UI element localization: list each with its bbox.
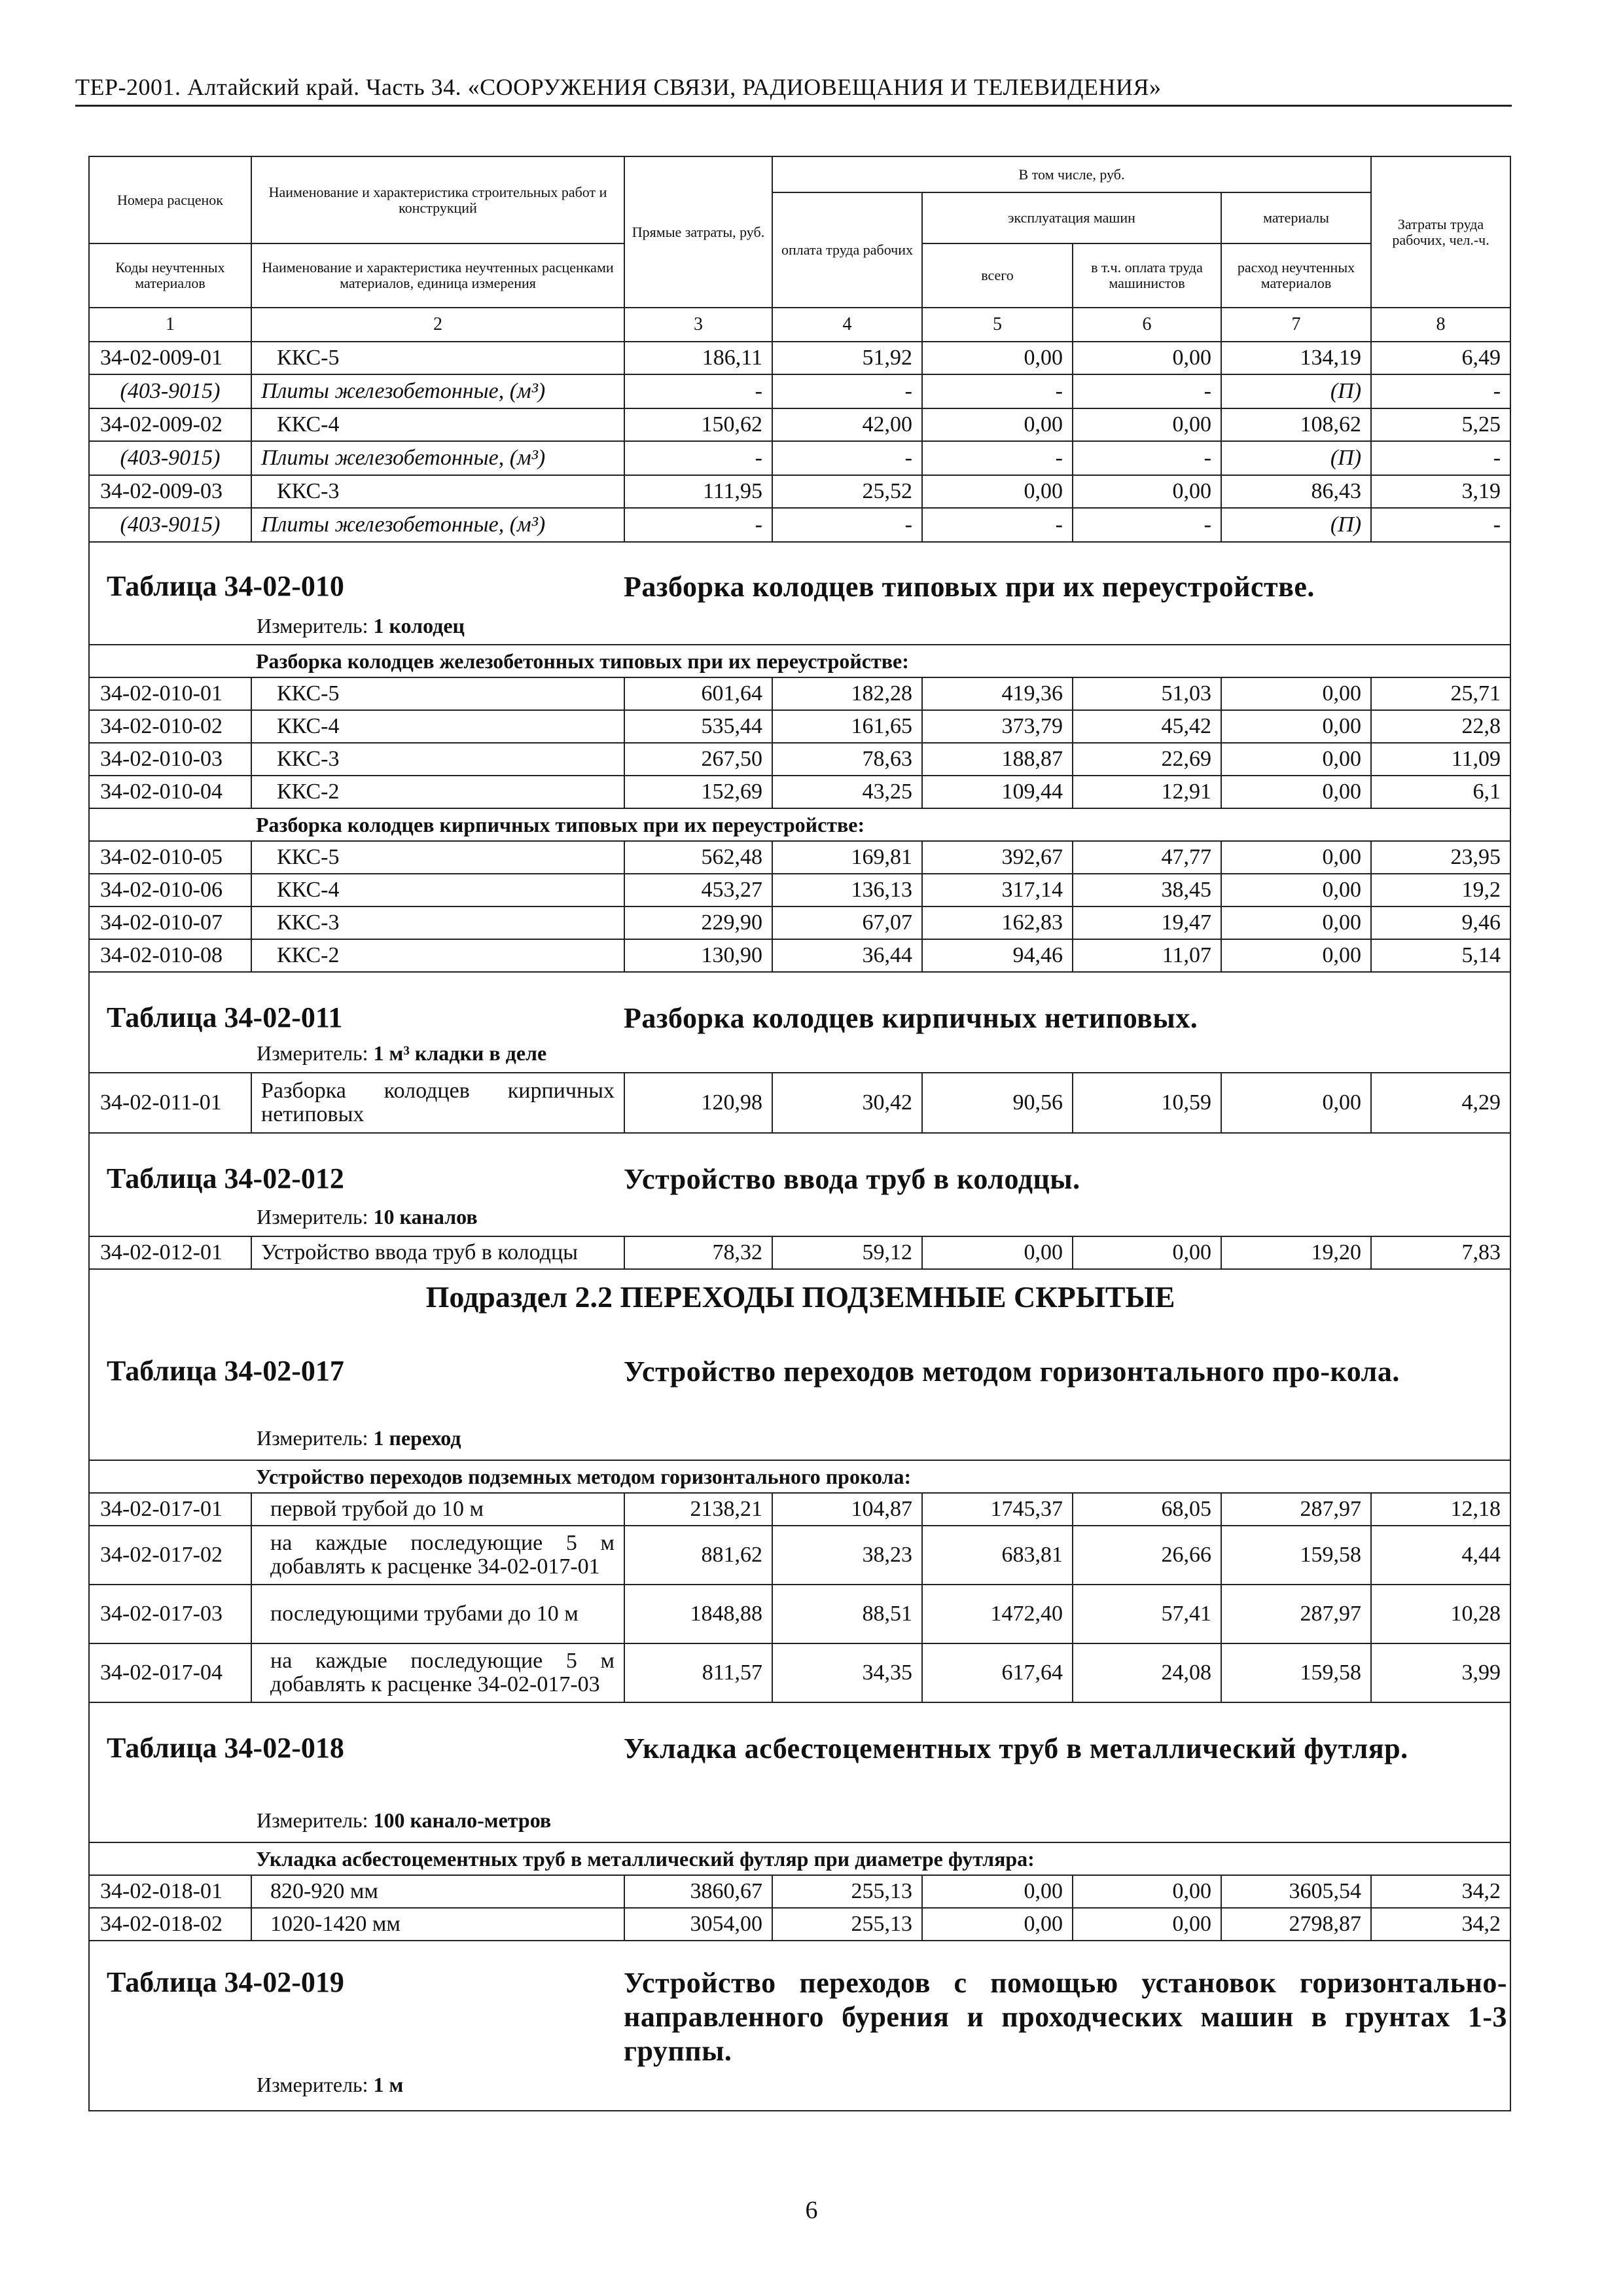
value-cell: 2138,21 (624, 1493, 772, 1526)
value-cell: 162,83 (922, 906, 1073, 939)
value-cell: 5,14 (1371, 939, 1510, 972)
rate-name: 820-920 мм (251, 1875, 624, 1908)
value-cell: 12,18 (1371, 1493, 1510, 1526)
value-cell: - (624, 441, 772, 475)
rate-code: 34-02-010-02 (89, 710, 251, 743)
table-row (89, 475, 1510, 508)
value-cell: 134,19 (1221, 342, 1371, 374)
value-cell: 2798,87 (1221, 1908, 1371, 1941)
measure-value: 100 канало-метров (373, 1808, 552, 1832)
rate-code: 34-02-009-01 (89, 342, 251, 374)
column-number: 5 (922, 308, 1073, 342)
measure-value: 1 переход (373, 1426, 461, 1450)
value-cell: 0,00 (922, 475, 1073, 508)
value-cell: 0,00 (922, 342, 1073, 374)
value-cell: 10,28 (1371, 1585, 1510, 1643)
col1-bottom-header: Коды неучтенных материалов (89, 243, 251, 308)
table-row (89, 1526, 1510, 1585)
value-cell: 109,44 (922, 776, 1073, 808)
value-cell: 0,00 (1221, 710, 1371, 743)
value-cell: - (1371, 441, 1510, 475)
table-label: Таблица 34-02-017 (107, 1355, 344, 1387)
value-cell: 43,25 (772, 776, 922, 808)
value-cell: - (922, 508, 1073, 542)
measure-prefix: Измеритель: (257, 2073, 374, 2096)
table-section-cell (89, 1269, 1510, 1460)
value-cell: 22,8 (1371, 710, 1510, 743)
table-title: Разборка колодцев типовых при их переустройстве. (624, 571, 1315, 603)
material-name: Плиты железобетонные, (м³) (251, 508, 624, 542)
table-row (89, 1875, 1510, 1908)
value-cell: 90,56 (922, 1073, 1073, 1133)
value-cell: 562,48 (624, 841, 772, 874)
value-cell: 59,12 (772, 1236, 922, 1269)
value-cell: - (922, 441, 1073, 475)
rates-table (88, 156, 1511, 2111)
group-heading: Разборка колодцев железобетонных типовых при их переустройстве: (89, 645, 1510, 677)
table-row (89, 906, 1510, 939)
table-section-t010 (89, 542, 1510, 645)
value-cell: 120,98 (624, 1073, 772, 1133)
table-row (89, 874, 1510, 906)
value-cell: 130,90 (624, 939, 772, 972)
value-cell: 169,81 (772, 841, 922, 874)
rate-name: ККС-3 (251, 906, 624, 939)
table-row (89, 1908, 1510, 1941)
value-cell: 38,45 (1073, 874, 1221, 906)
value-cell: 0,00 (1073, 1875, 1221, 1908)
value-cell: - (772, 441, 922, 475)
measure-prefix: Измеритель: (257, 1041, 374, 1065)
group-heading: Укладка асбестоцементных труб в металлический футляр при диаметре футляра: (89, 1842, 1510, 1875)
table-title: Устройство ввода труб в колодцы. (624, 1163, 1080, 1195)
rate-name: ККС-2 (251, 776, 624, 808)
value-cell: 0,00 (922, 1908, 1073, 1941)
col1-top-header: Номера расценок (89, 156, 251, 243)
rate-code: 34-02-017-04 (89, 1643, 251, 1702)
value-cell: 108,62 (1221, 408, 1371, 441)
page-number: 6 (805, 2197, 818, 2224)
table-row (89, 1643, 1510, 1702)
value-cell: 0,00 (1221, 743, 1371, 776)
table-section-cell (89, 542, 1510, 645)
value-cell: 3605,54 (1221, 1875, 1371, 1908)
measure-value: 1 колодец (373, 614, 465, 637)
table-title: Устройство переходов с помощью установок горизонтально-направленного бурения и проходческих машин в грунтах 1-3 группы. (624, 1967, 1507, 2067)
rate-name: ККС-4 (251, 408, 624, 441)
value-cell: 88,51 (772, 1585, 922, 1643)
value-cell: 159,58 (1221, 1643, 1371, 1702)
value-cell: 42,00 (772, 408, 922, 441)
table-label: Таблица 34-02-010 (107, 570, 344, 602)
table-label: Таблица 34-02-018 (107, 1732, 344, 1764)
measure-unit (257, 613, 465, 638)
value-cell: 0,00 (1221, 939, 1371, 972)
value-cell: 1848,88 (624, 1585, 772, 1643)
value-cell: 392,67 (922, 841, 1073, 874)
table-label: Таблица 34-02-012 (107, 1162, 344, 1194)
table-row (89, 1585, 1510, 1643)
table-label: Таблица 34-02-019 (107, 1966, 344, 1998)
col8-header: Затраты труда рабочих, чел.-ч. (1371, 156, 1510, 308)
measure-unit (257, 1808, 551, 1833)
table-row (89, 939, 1510, 972)
table-row (89, 342, 1510, 374)
measure-unit (257, 1041, 546, 1066)
value-cell: 152,69 (624, 776, 772, 808)
value-cell: (П) (1221, 441, 1371, 475)
value-cell: 104,87 (772, 1493, 922, 1526)
rate-name: ККС-5 (251, 342, 624, 374)
value-cell: 159,58 (1221, 1526, 1371, 1585)
rate-code: 34-02-010-05 (89, 841, 251, 874)
column-number: 3 (624, 308, 772, 342)
value-cell: 67,07 (772, 906, 922, 939)
value-cell: (П) (1221, 508, 1371, 542)
value-cell: 25,71 (1371, 677, 1510, 710)
value-cell: 601,64 (624, 677, 772, 710)
table-row (89, 408, 1510, 441)
value-cell: 3,99 (1371, 1643, 1510, 1702)
rate-name: ККС-3 (251, 743, 624, 776)
table-row (89, 1236, 1510, 1269)
value-cell: 78,63 (772, 743, 922, 776)
col7-header: расход неучтенных материалов (1221, 243, 1371, 308)
group-materials-header: материалы (1221, 192, 1371, 243)
value-cell: 47,77 (1073, 841, 1221, 874)
value-cell: - (772, 374, 922, 408)
value-cell: 94,46 (922, 939, 1073, 972)
value-cell: 9,46 (1371, 906, 1510, 939)
measure-prefix: Измеритель: (257, 1426, 374, 1450)
table-section-t017 (89, 1269, 1510, 1460)
group-including-header: В том числе, руб. (772, 156, 1371, 192)
value-cell: 26,66 (1073, 1526, 1221, 1585)
material-code: (403-9015) (89, 441, 251, 475)
value-cell: 1472,40 (922, 1585, 1073, 1643)
table-title: Устройство переходов методом горизонтального про-кола. (624, 1355, 1400, 1388)
value-cell: 34,2 (1371, 1875, 1510, 1908)
rate-code: 34-02-010-04 (89, 776, 251, 808)
value-cell: 24,08 (1073, 1643, 1221, 1702)
value-cell: 0,00 (1073, 475, 1221, 508)
value-cell: 287,97 (1221, 1493, 1371, 1526)
rate-name: ККС-4 (251, 710, 624, 743)
value-cell: 683,81 (922, 1526, 1073, 1585)
value-cell: 811,57 (624, 1643, 772, 1702)
table-title: Разборка колодцев кирпичных нетиповых. (624, 1002, 1198, 1034)
col3-header: Прямые затраты, руб. (624, 156, 772, 308)
rate-name: ККС-5 (251, 841, 624, 874)
rate-name: Разборка колодцев кирпичных нетиповых (251, 1073, 624, 1133)
table-label: Таблица 34-02-011 (107, 1001, 343, 1033)
value-cell: 57,41 (1073, 1585, 1221, 1643)
value-cell: 0,00 (1221, 776, 1371, 808)
group-heading: Устройство переходов подземных методом горизонтального прокола: (89, 1460, 1510, 1493)
table-row (89, 841, 1510, 874)
value-cell: 0,00 (1221, 1073, 1371, 1133)
measure-prefix: Измеритель: (257, 1205, 374, 1229)
table-row (89, 1493, 1510, 1526)
group-heading-row (89, 1460, 1510, 1493)
table-section-t011 (89, 972, 1510, 1073)
measure-prefix: Измеритель: (257, 614, 374, 637)
table-row (89, 677, 1510, 710)
measure-unit (257, 2072, 403, 2097)
rate-code: 34-02-010-06 (89, 874, 251, 906)
group-heading-row (89, 645, 1510, 677)
measure-value: 1 м³ кладки в деле (373, 1041, 547, 1065)
value-cell: 373,79 (922, 710, 1073, 743)
value-cell: 12,91 (1073, 776, 1221, 808)
value-cell: 34,35 (772, 1643, 922, 1702)
rate-code: 34-02-018-02 (89, 1908, 251, 1941)
value-cell: 30,42 (772, 1073, 922, 1133)
rate-name: первой трубой до 10 м (251, 1493, 624, 1526)
col4-header: оплата труда рабочих (772, 192, 922, 308)
value-cell: 36,44 (772, 939, 922, 972)
value-cell: 19,20 (1221, 1236, 1371, 1269)
column-number: 1 (89, 308, 251, 342)
value-cell: 38,23 (772, 1526, 922, 1585)
value-cell: (П) (1221, 374, 1371, 408)
rate-code: 34-02-010-01 (89, 677, 251, 710)
value-cell: 317,14 (922, 874, 1073, 906)
value-cell: 0,00 (1073, 1908, 1221, 1941)
col5-header: всего (922, 243, 1073, 308)
value-cell: 453,27 (624, 874, 772, 906)
table-row (89, 776, 1510, 808)
value-cell: 6,1 (1371, 776, 1510, 808)
value-cell: 182,28 (772, 677, 922, 710)
rate-name: ККС-2 (251, 939, 624, 972)
measure-unit (257, 1204, 478, 1229)
table-section-t012 (89, 1133, 1510, 1236)
value-cell: 0,00 (1221, 906, 1371, 939)
value-cell: 267,50 (624, 743, 772, 776)
rate-code: 34-02-011-01 (89, 1073, 251, 1133)
table-section-cell (89, 1941, 1510, 2111)
table-section-cell (89, 972, 1510, 1073)
rate-code: 34-02-010-07 (89, 906, 251, 939)
measure-prefix: Измеритель: (257, 1808, 374, 1832)
value-cell: 3,19 (1371, 475, 1510, 508)
value-cell: - (922, 374, 1073, 408)
measure-value: 1 м (373, 2073, 404, 2096)
value-cell: - (1073, 374, 1221, 408)
rate-code: 34-02-017-02 (89, 1526, 251, 1585)
table-section-cell (89, 1133, 1510, 1236)
value-cell: 617,64 (922, 1643, 1073, 1702)
rate-code: 34-02-017-03 (89, 1585, 251, 1643)
rate-name: ККС-3 (251, 475, 624, 508)
value-cell: - (772, 508, 922, 542)
value-cell: 51,03 (1073, 677, 1221, 710)
value-cell: 287,97 (1221, 1585, 1371, 1643)
col2-bottom-header: Наименование и характеристика неучтенных расценками материалов, единица измерения (251, 243, 624, 308)
rate-name: ККС-5 (251, 677, 624, 710)
value-cell: 45,42 (1073, 710, 1221, 743)
value-cell: 23,95 (1371, 841, 1510, 874)
rate-name: Устройство ввода труб в колодцы (251, 1236, 624, 1269)
col6-header: в т.ч. оплата труда машинистов (1073, 243, 1221, 308)
rate-code: 34-02-009-02 (89, 408, 251, 441)
rate-name: на каждые последующие 5 м добавлять к расценке 34-02-017-01 (251, 1526, 624, 1585)
value-cell: 111,95 (624, 475, 772, 508)
table-row (89, 1073, 1510, 1133)
material-row (89, 508, 1510, 542)
value-cell: - (1073, 508, 1221, 542)
value-cell: 5,25 (1371, 408, 1510, 441)
group-heading-row (89, 1842, 1510, 1875)
column-number: 2 (251, 308, 624, 342)
value-cell: 0,00 (1073, 408, 1221, 441)
subsection-title: Подраздел 2.2 ПЕРЕХОДЫ ПОДЗЕМНЫЕ СКРЫТЫЕ (425, 1280, 1175, 1314)
value-cell: 255,13 (772, 1875, 922, 1908)
value-cell: 3860,67 (624, 1875, 772, 1908)
material-name: Плиты железобетонные, (м³) (251, 374, 624, 408)
material-row (89, 441, 1510, 475)
value-cell: 10,59 (1073, 1073, 1221, 1133)
value-cell: 0,00 (1221, 874, 1371, 906)
value-cell: 186,11 (624, 342, 772, 374)
value-cell: 136,13 (772, 874, 922, 906)
value-cell: 255,13 (772, 1908, 922, 1941)
table-row (89, 743, 1510, 776)
value-cell: 3054,00 (624, 1908, 772, 1941)
header-rule (75, 105, 1512, 107)
value-cell: - (1371, 508, 1510, 542)
material-row (89, 374, 1510, 408)
value-cell: - (1073, 441, 1221, 475)
value-cell: 0,00 (1221, 841, 1371, 874)
value-cell: 25,52 (772, 475, 922, 508)
value-cell: 4,44 (1371, 1526, 1510, 1585)
value-cell: 150,62 (624, 408, 772, 441)
column-number: 8 (1371, 308, 1510, 342)
value-cell: 0,00 (1221, 677, 1371, 710)
value-cell: 6,49 (1371, 342, 1510, 374)
measure-unit (257, 1426, 461, 1450)
table-section-t019 (89, 1941, 1510, 2111)
rate-code: 34-02-009-03 (89, 475, 251, 508)
table-section-cell (89, 1702, 1510, 1842)
value-cell: 19,47 (1073, 906, 1221, 939)
rate-code: 34-02-010-08 (89, 939, 251, 972)
value-cell: 161,65 (772, 710, 922, 743)
group-heading-row (89, 808, 1510, 841)
rate-name: последующими трубами до 10 м (251, 1585, 624, 1643)
table-title: Укладка асбестоцементных труб в металлический футляр. (624, 1732, 1408, 1765)
value-cell: 0,00 (922, 1875, 1073, 1908)
value-cell: 11,09 (1371, 743, 1510, 776)
value-cell: 34,2 (1371, 1908, 1510, 1941)
rate-code: 34-02-010-03 (89, 743, 251, 776)
rate-name: на каждые последующие 5 м добавлять к расценке 34-02-017-03 (251, 1643, 624, 1702)
value-cell: 1745,37 (922, 1493, 1073, 1526)
rate-code: 34-02-018-01 (89, 1875, 251, 1908)
group-machines-header: эксплуатация машин (922, 192, 1221, 243)
value-cell: 68,05 (1073, 1493, 1221, 1526)
value-cell: 51,92 (772, 342, 922, 374)
value-cell: 19,2 (1371, 874, 1510, 906)
value-cell: 86,43 (1221, 475, 1371, 508)
rate-code: 34-02-017-01 (89, 1493, 251, 1526)
column-number-row (89, 308, 1510, 342)
value-cell: 78,32 (624, 1236, 772, 1269)
value-cell: 419,36 (922, 677, 1073, 710)
rate-name: 1020-1420 мм (251, 1908, 624, 1941)
material-code: (403-9015) (89, 508, 251, 542)
value-cell: 0,00 (922, 408, 1073, 441)
material-code: (403-9015) (89, 374, 251, 408)
value-cell: - (624, 374, 772, 408)
value-cell: 0,00 (1073, 1236, 1221, 1269)
measure-value: 10 каналов (373, 1205, 478, 1229)
value-cell: 535,44 (624, 710, 772, 743)
rate-code: 34-02-012-01 (89, 1236, 251, 1269)
rate-name: ККС-4 (251, 874, 624, 906)
value-cell: 188,87 (922, 743, 1073, 776)
value-cell: 4,29 (1371, 1073, 1510, 1133)
value-cell: 11,07 (1073, 939, 1221, 972)
value-cell: 0,00 (1073, 342, 1221, 374)
table-row (89, 710, 1510, 743)
value-cell: 881,62 (624, 1526, 772, 1585)
table-section-t018 (89, 1702, 1510, 1842)
column-number: 7 (1221, 308, 1371, 342)
column-number: 6 (1073, 308, 1221, 342)
value-cell: 22,69 (1073, 743, 1221, 776)
value-cell: - (1371, 374, 1510, 408)
value-cell: - (624, 508, 772, 542)
page-header: ТЕР-2001. Алтайский край. Часть 34. «СООРУЖЕНИЯ СВЯЗИ, РАДИОВЕЩАНИЯ И ТЕЛЕВИДЕНИЯ» (75, 74, 1162, 100)
col2-top-header: Наименование и характеристика строительных работ и конструкций (251, 156, 624, 243)
value-cell: 7,83 (1371, 1236, 1510, 1269)
group-heading: Разборка колодцев кирпичных типовых при их переустройстве: (89, 808, 1510, 841)
value-cell: 229,90 (624, 906, 772, 939)
value-cell: 0,00 (922, 1236, 1073, 1269)
material-name: Плиты железобетонные, (м³) (251, 441, 624, 475)
column-number: 4 (772, 308, 922, 342)
